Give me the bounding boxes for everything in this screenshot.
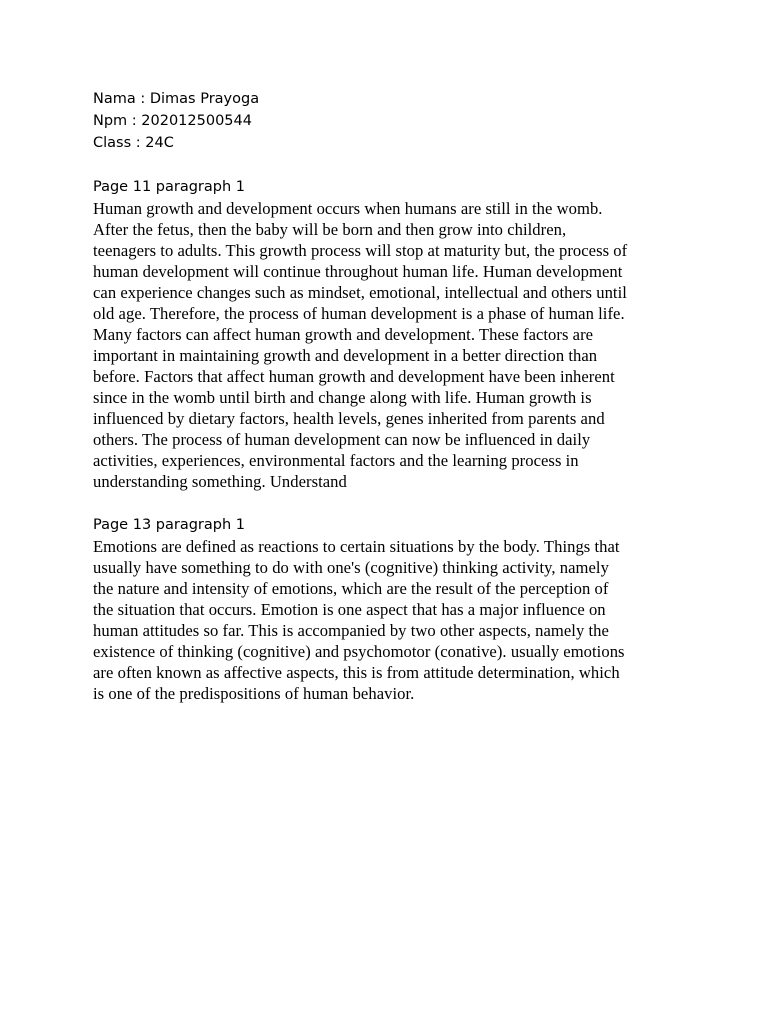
section-page-13 <box>93 514 683 704</box>
paragraph-line: the nature and intensity of emotions, which are the result of the perception of <box>93 579 609 598</box>
paragraph-line: Human growth and development occurs when humans are still in the womb. <box>93 199 603 218</box>
paragraph-line: human development will continue throughout human life. Human development <box>93 262 623 281</box>
paragraph-line: important in maintaining growth and development in a better direction than <box>93 346 598 365</box>
section-label: Page 13 paragraph 1 <box>93 517 245 533</box>
section-page-11 <box>93 176 683 492</box>
paragraph-line: After the fetus, then the baby will be born and then grow into children, <box>93 220 567 239</box>
student-class: Class : 24C <box>93 135 174 151</box>
paragraph-line: are often known as affective aspects, this is from attitude determination, which <box>93 663 620 682</box>
student-info <box>93 88 683 154</box>
paragraph-body <box>93 198 683 492</box>
document-page <box>93 88 683 726</box>
paragraph-line: others. The process of human development can now be influenced in daily <box>93 430 591 449</box>
paragraph-line: can experience changes such as mindset, emotional, intellectual and others until <box>93 283 627 302</box>
paragraph-line: since in the womb until birth and change along with life. Human growth is <box>93 388 592 407</box>
paragraph-line: human attitudes so far. This is accompanied by two other aspects, namely the <box>93 621 609 640</box>
student-name: Nama : Dimas Prayoga <box>93 91 260 107</box>
paragraph-line: understanding something. Understand <box>93 472 347 491</box>
paragraph-line: is one of the predispositions of human behavior. <box>93 684 415 703</box>
student-npm: Npm : 202012500544 <box>93 113 252 129</box>
paragraph-line: Many factors can affect human growth and development. These factors are <box>93 325 594 344</box>
paragraph-line: Emotions are defined as reactions to certain situations by the body. Things that <box>93 537 620 556</box>
paragraph-line: old age. Therefore, the process of human development is a phase of human life. <box>93 304 625 323</box>
paragraph-line: existence of thinking (cognitive) and psychomotor (conative). usually emotions <box>93 642 625 661</box>
paragraph-line: influenced by dietary factors, health levels, genes inherited from parents and <box>93 409 605 428</box>
paragraph-line: activities, experiences, environmental factors and the learning process in <box>93 451 579 470</box>
paragraph-line: usually have something to do with one's (cognitive) thinking activity, namely <box>93 558 609 577</box>
section-label: Page 11 paragraph 1 <box>93 179 245 195</box>
paragraph-line: teenagers to adults. This growth process will stop at maturity but, the process of <box>93 241 628 260</box>
paragraph-line: the situation that occurs. Emotion is one aspect that has a major influence on <box>93 600 606 619</box>
paragraph-body <box>93 536 683 704</box>
paragraph-line: before. Factors that affect human growth and development have been inherent <box>93 367 615 386</box>
